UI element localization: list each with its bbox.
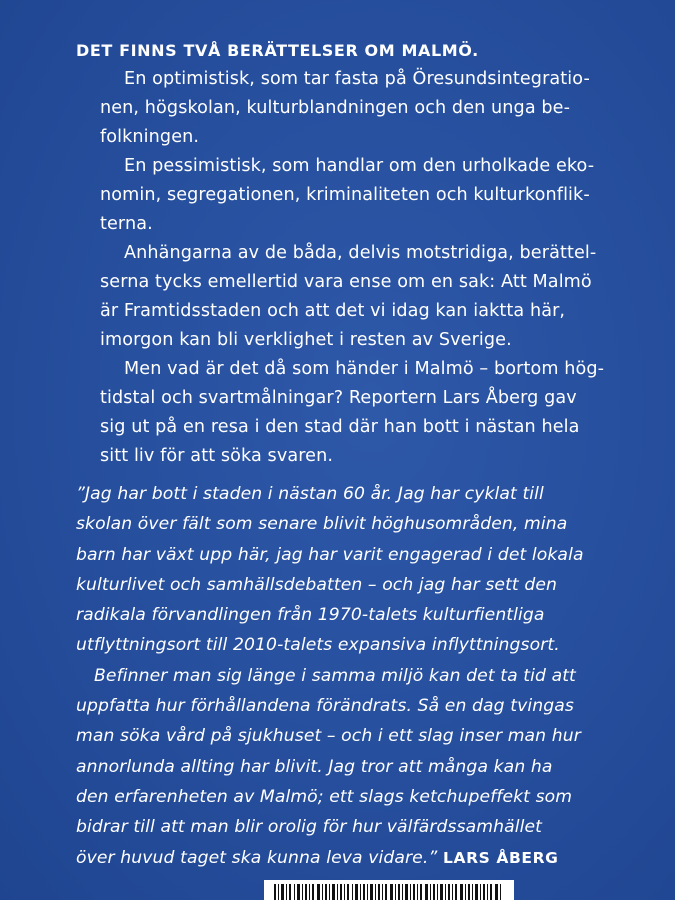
- quote-line: ”Jag har bott i staden i nästan 60 år. Jag har cyklat till: [76, 484, 544, 504]
- text-line: En pessimistisk, som handlar om den urholkade eko-: [124, 156, 595, 176]
- text-line: imorgon kan bli verklighet i resten av Sverige.: [100, 330, 512, 350]
- quote-line: annorlunda allting har blivit. Jag tror att många kan ha: [76, 756, 553, 777]
- text-line: Men vad är det då som händer i Malmö – bortom hög-: [124, 359, 605, 379]
- quote-line: barn har växt upp här, jag har varit engagerad i det lokala: [76, 544, 584, 565]
- quote-closing-text: över huvud taget ska kunna leva vidare.”: [76, 847, 438, 868]
- text-line: tidstal och svartmålningar? Reportern Lars Åberg gav: [100, 388, 577, 408]
- quote-line: den erfarenheten av Malmö; ett slags ketchupeffekt som: [76, 786, 573, 807]
- quote-line: Befinner man sig länge i samma miljö kan det ta tid att: [94, 665, 576, 686]
- text-line: folkningen.: [100, 127, 200, 147]
- reporter-paragraph: [76, 355, 605, 471]
- quote-last-line: [76, 843, 596, 873]
- author-quote: [76, 479, 596, 873]
- text-line: är Framtidsstaden och att det vi idag kan iaktta här,: [100, 301, 566, 321]
- intro-paragraph: [76, 36, 596, 152]
- text-line: terna.: [100, 214, 153, 234]
- text-line: Anhängarna av de båda, delvis motstridiga, berättel-: [124, 243, 597, 263]
- barcode: [264, 880, 514, 900]
- quote-line: utflyttningsort till 2010-talets expansiva inflyttningsort.: [76, 635, 560, 656]
- text-line: sig ut på en resa i den stad där han bott i nästan hela: [100, 417, 580, 437]
- back-cover-blurb: [76, 36, 605, 471]
- text-line: serna tycks emellertid vara ense om en sak: Att Malmö: [100, 272, 592, 292]
- pessimist-paragraph: [76, 152, 596, 239]
- quote-line: man söka vård på sjukhuset – och i ett slag inser man hur: [76, 726, 581, 747]
- barcode-graphic: [264, 880, 514, 900]
- text-line: nomin, segregationen, kriminaliteten och kulturkonflik-: [100, 185, 590, 205]
- text-line: nen, högskolan, kulturblandningen och den unga be-: [100, 98, 571, 118]
- headline: DET FINNS TVÅ BERÄTTELSER OM MALMÖ.: [76, 41, 479, 60]
- text-line: En optimistisk, som tar fasta på Öresundsintegratio-: [124, 69, 590, 89]
- quote-line: uppfatta hur förhållandena förändrats. Så en dag tvingas: [76, 696, 574, 717]
- quote-line: radikala förvandlingen från 1970-talets kulturfientliga: [76, 605, 545, 626]
- text-line: sitt liv för att söka svaren.: [100, 446, 334, 466]
- quote-line: bidrar till att man blir orolig för hur välfärdssamhället: [76, 817, 542, 838]
- quote-line: kulturlivet och samhällsdebatten – och jag har sett den: [76, 574, 558, 595]
- quote-author: LARS ÅBERG: [443, 848, 559, 867]
- supporters-paragraph: [76, 239, 596, 355]
- quote-line: skolan över fält som senare blivit höghusområden, mina: [76, 514, 568, 535]
